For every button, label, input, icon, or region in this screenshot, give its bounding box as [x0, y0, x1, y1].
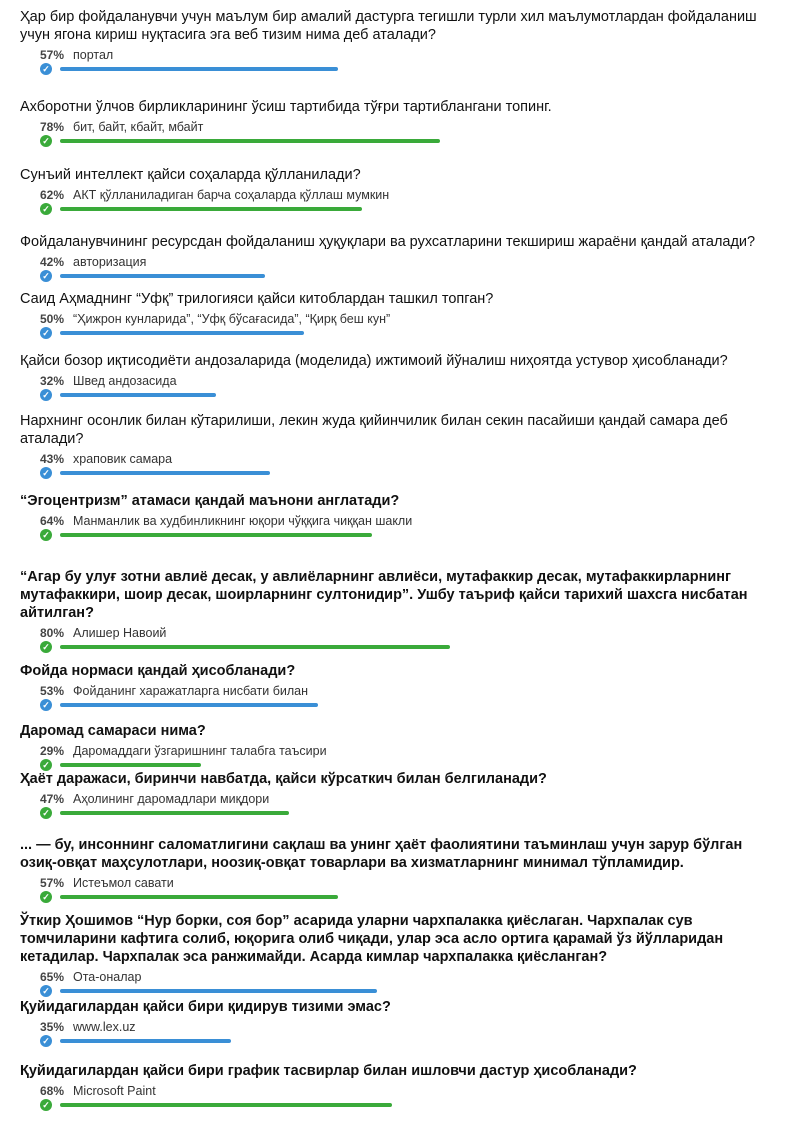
check-icon: ✓ [40, 1035, 52, 1047]
poll-question: Ҳар бир фойдаланувчи учун маълум бир амалий дастурга тегишли турли хил маълумотлардан фойдаланиш учун ягона кириш нуқтасига эга веб тизим нима деб аталади? [20, 9, 757, 43]
poll-question: Фойда нормаси қандай ҳисобланади? [20, 663, 296, 679]
poll-question: Фойдаланувчининг ресурсдан фойдаланиш ҳуқуқлари ва рухсатларини текшириш жараёни қандай аталади? [20, 234, 756, 250]
answer-label: храповик самара [73, 452, 173, 466]
vote-percent: 57% [39, 48, 64, 62]
answer-label: Фойданинг харажатларга нисбати билан [73, 684, 309, 698]
vote-percent: 62% [39, 188, 64, 202]
poll-answer [20, 255, 780, 283]
check-icon: ✓ [40, 891, 52, 903]
vote-percent: 35% [39, 1020, 64, 1034]
poll-item [20, 662, 780, 712]
poll-item [20, 1062, 780, 1112]
poll-item [20, 290, 780, 340]
answer-label: портал [73, 48, 114, 62]
poll-answer [20, 626, 780, 654]
vote-percent: 29% [39, 744, 64, 758]
check-icon: ✓ [40, 699, 52, 711]
poll-answer [20, 48, 780, 76]
poll-question: Сунъий интеллект қайси соҳаларда қўлланилади? [20, 167, 361, 183]
poll-question: Ўткир Ҳошимов “Нур борки, соя бор” асарида уларни чархпалакка қиёслаган. Чархпалак сув томчиларини кафтига солиб, юқорига олиб чиқади, улар эса асло ортига қарамай ўз йўлларидан кетадилар. Чархпалак эса ранжимайди. Асарда кимлар чархпалакка қиёсланган? [20, 913, 724, 965]
vote-percent: 68% [39, 1084, 64, 1098]
vote-bar [60, 393, 216, 397]
check-icon: ✓ [40, 389, 52, 401]
poll-answer [20, 188, 780, 216]
poll-item [20, 722, 780, 772]
poll-answer [20, 1084, 780, 1112]
poll-answer [20, 744, 780, 772]
answer-label: Истеъмол савати [73, 876, 174, 890]
check-icon: ✓ [40, 327, 52, 339]
answer-label: Даромаддаги ўзгаришнинг талабга таъсири [73, 744, 327, 758]
vote-bar [60, 703, 318, 707]
poll-item [20, 166, 780, 216]
poll-item [20, 352, 780, 402]
answer-label: Microsoft Paint [73, 1084, 156, 1098]
answer-label: “Ҳижрон кунларида”, “Уфқ бўсағасида”, “Қирқ беш кун” [73, 312, 391, 326]
poll-answer [20, 312, 780, 340]
poll-question: Қайси бозор иқтисодиёти андозаларида (моделида) ижтимоий йўналиш ниҳоятда устувор ҳисобланади? [20, 353, 728, 369]
answer-label: авторизация [73, 255, 147, 269]
poll-question: Даромад самараси нима? [20, 723, 206, 739]
answer-label: Алишер Навоий [73, 626, 167, 640]
poll-question: “Агар бу улуғ зотни авлиё десак, у авлиёларнинг авлиёси, мутафаккир десак, мутафаккирларнинг мутафаккири, шоир десак, шоирларнинг султонидир”. Ушбу таъриф қайси тарихий шахсга нисбатан айтилган? [20, 569, 748, 621]
vote-bar [60, 895, 338, 899]
answer-label: Швед андозасида [73, 374, 177, 388]
answer-label: бит, байт, кбайт, мбайт [73, 120, 204, 134]
poll-question: Нархнинг осонлик билан кўтарилиши, лекин жуда қийинчилик билан секин пасайиши қандай самара деб аталади? [20, 413, 728, 447]
poll-answer [20, 792, 780, 820]
check-icon: ✓ [40, 203, 52, 215]
answer-label: www.lex.uz [73, 1020, 136, 1034]
vote-bar [60, 763, 201, 767]
poll-question: Қуйидагилардан қайси бири қидирув тизими эмас? [20, 999, 391, 1015]
poll-question: Ахборотни ўлчов бирликларининг ўсиш тартибида тўғри тартиблангани топинг. [20, 99, 552, 115]
vote-bar [60, 645, 450, 649]
poll-item [20, 836, 780, 904]
vote-percent: 53% [39, 684, 64, 698]
poll-question: ... — бу, инсоннинг саломатлигини сақлаш ва унинг ҳаёт фаолиятини таъминлаш учун зарур бўлган озиқ-овқат маҳсулотлари, ноозиқ-овқат товарлари ва хизматларнинг минимал тўпламидир. [20, 837, 743, 871]
answer-label: Ота-оналар [73, 970, 142, 984]
vote-percent: 65% [39, 970, 64, 984]
check-icon: ✓ [40, 759, 52, 771]
vote-bar [60, 989, 377, 993]
check-icon: ✓ [40, 135, 52, 147]
answer-label: Аҳолининг даромадлари миқдори [73, 792, 270, 806]
poll-answer [20, 452, 780, 480]
vote-bar [60, 331, 304, 335]
poll-answer [20, 1020, 780, 1048]
vote-bar [60, 1103, 392, 1107]
poll-question: Қуйидагилардан қайси бири график тасвирлар билан ишловчи дастур ҳисобланади? [20, 1063, 637, 1079]
vote-bar [60, 67, 338, 71]
vote-percent: 80% [39, 626, 64, 640]
poll-answer [20, 374, 780, 402]
check-icon: ✓ [40, 270, 52, 282]
poll-answer [20, 970, 780, 998]
poll-item [20, 912, 780, 998]
poll-item [20, 412, 780, 480]
check-icon: ✓ [40, 1099, 52, 1111]
vote-bar [60, 207, 362, 211]
vote-percent: 78% [39, 120, 64, 134]
vote-percent: 50% [39, 312, 64, 326]
poll-question: Ҳаёт даражаси, биринчи навбатда, қайси кўрсаткич билан белгиланади? [20, 771, 547, 787]
check-icon: ✓ [40, 985, 52, 997]
vote-percent: 43% [39, 452, 64, 466]
check-icon: ✓ [40, 641, 52, 653]
poll-item [20, 568, 780, 654]
vote-bar [60, 811, 289, 815]
poll-question: Саид Аҳмаднинг “Уфқ” трилогияси қайси китоблардан ташкил топган? [20, 291, 494, 307]
poll-answer [20, 684, 780, 712]
poll-answer [20, 876, 780, 904]
vote-percent: 57% [39, 876, 64, 890]
poll-item [20, 233, 780, 283]
vote-bar [60, 139, 440, 143]
vote-bar [60, 1039, 231, 1043]
check-icon: ✓ [40, 63, 52, 75]
poll-answer [20, 514, 780, 542]
poll-item [20, 998, 780, 1048]
poll-item [20, 492, 780, 542]
vote-bar [60, 533, 372, 537]
check-icon: ✓ [40, 807, 52, 819]
answer-label: АКТ қўлланиладиган барча соҳаларда қўллаш мумкин [73, 188, 390, 202]
check-icon: ✓ [40, 529, 52, 541]
vote-percent: 64% [39, 514, 64, 528]
check-icon: ✓ [40, 467, 52, 479]
poll-item [20, 98, 780, 148]
vote-bar [60, 471, 270, 475]
vote-bar [60, 274, 265, 278]
vote-percent: 32% [39, 374, 64, 388]
poll-item [20, 770, 780, 820]
vote-percent: 47% [39, 792, 64, 806]
poll-question: “Эгоцентризм” атамаси қандай маънони англатади? [20, 493, 400, 509]
answer-label: Манманлик ва худбинликнинг юқори чўққига чиққан шакли [73, 514, 413, 528]
poll-item [20, 8, 780, 76]
poll-answer [20, 120, 780, 148]
vote-percent: 42% [39, 255, 64, 269]
